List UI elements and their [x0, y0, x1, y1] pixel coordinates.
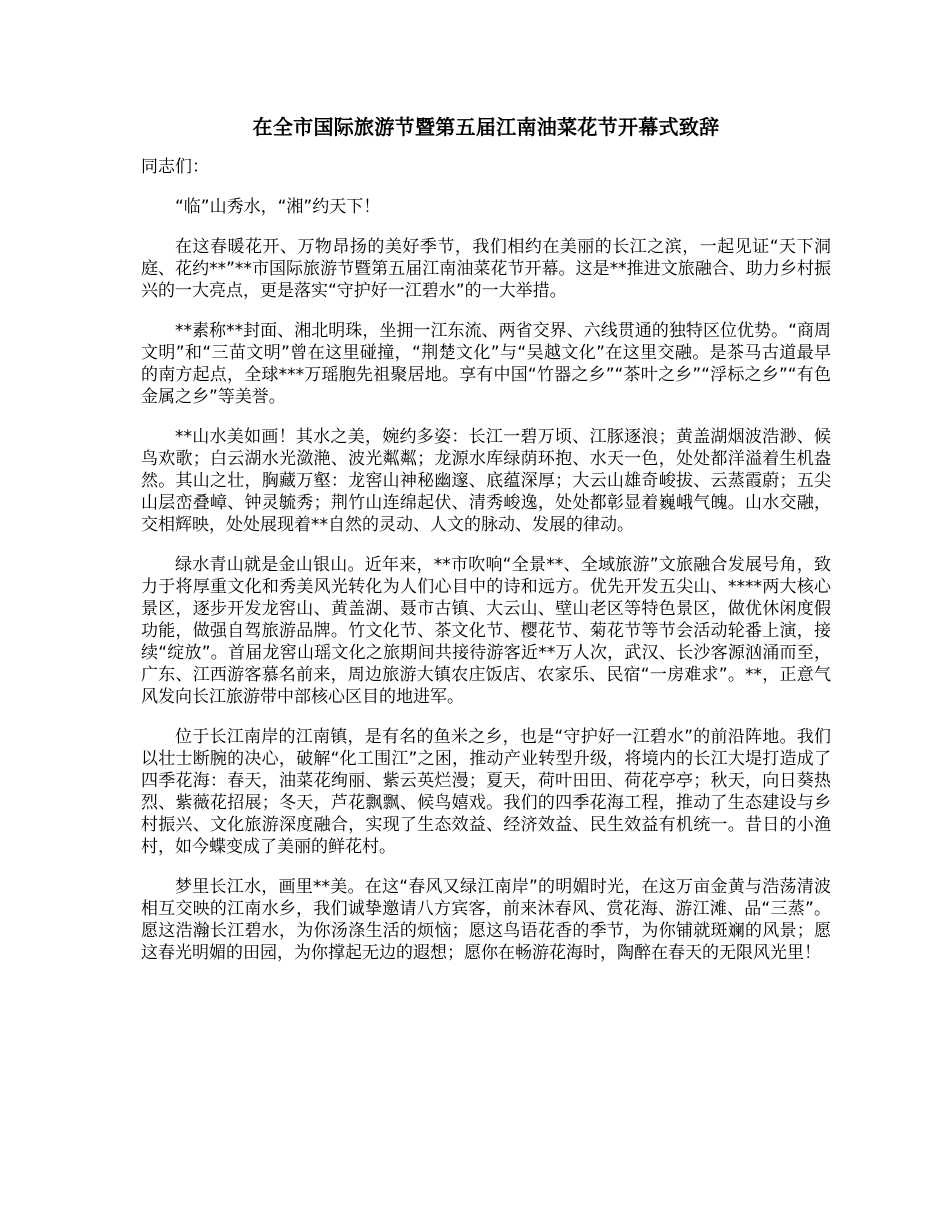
salutation: 同志们： [141, 157, 209, 177]
paragraph-invitation: 梦里长江水，画里**美。在这“春风又绿江南岸”的明媚时光，在这万亩金黄与浩荡清波相互交映的江南水乡，我们诚挚邀请八方宾客，前来沐春风、赏花海、游江滩、品“三蒸”。愿这浩瀚长江碧水，为你汤涤生活的烦恼；愿这鸟语花香的季节，为你铺就斑斓的风景；愿这春光明媚的田园，为你撑起无边的遐想；愿你在畅游花海时，陶醉在春天的无限风光里！ [141, 877, 831, 963]
paragraph-tourism-development: 绿水青山就是金山银山。近年来，**市吹响“全景**、全域旅游”文旅融合发展号角，致力于将厚重文化和秀美风光转化为人们心目中的诗和远方。优先开发五尖山、****两大核心景区，逐步开发龙窖山、黄盖湖、聂市古镇、大云山、壁山老区等特色景区，做优休闲度假功能，做强自驾旅游品牌。竹文化节、茶文化节、樱花节、菊花节等节会活动轮番上演，接续“绽放”。首届龙窖山瑶文化之旅期间共接待游客近**万人次，武汉、长沙客源汹涌而至，广东、江西游客慕名前来，周边旅游大镇农庄饭店、农家乐、民宿“一房难求”。**，正意气风发向长江旅游带中部核心区目的地进军。 [141, 555, 831, 707]
paragraph-landscape: **山水美如画！其水之美，婉约多姿：长江一碧万顷、江豚逐浪；黄盖湖烟波浩渺、候鸟欢歌；白云湖水光潋滟、波光粼粼；龙源水库绿荫环抱、水天一色，处处都洋溢着生机盎然。其山之壮，胸藏万壑：龙窖山神秘幽邃、底蕴深厚；大云山雄奇峻拔、云蒸霞蔚；五尖山层峦叠嶂、钟灵毓秀；荆竹山连绵起伏、清秀峻逸，处处都彰显着巍峨气魄。山水交融，交相辉映，处处展现着**自然的灵动、人文的脉动、发展的律动。 [141, 427, 831, 535]
document-page [141, 112, 831, 964]
paragraph-location-history: **素称**封面、湘北明珠，坐拥一江东流、两省交界、六线贯通的独特区位优势。“商周文明”和“三苗文明”曾在这里碰撞，“荆楚文化”与“吴越文化”在这里交融。是茶马古道最早的南方起点，全球***万瑶胞先祖聚居地。享有中国“竹器之乡”“茶叶之乡”“浮标之乡”“有色金属之乡”等美誉。 [141, 321, 831, 407]
paragraph-jiangnan-town: 位于长江南岸的江南镇，是有名的鱼米之乡，也是“守护好一江碧水”的前沿阵地。我们以壮士断腕的决心，破解“化工围江”之困，推动产业转型升级，将境内的长江大堤打造成了四季花海：春天，油菜花绚丽、紫云英烂漫；夏天，荷叶田田、荷花亭亭；秋天，向日葵热烈、紫薇花招展；冬天，芦花飘飘、候鸟嬉戏。我们的四季花海工程，推动了生态建设与乡村振兴、文化旅游深度融合，实现了生态效益、经济效益、民生效益有机统一。昔日的小渔村，如今蝶变成了美丽的鲜花村。 [141, 727, 831, 857]
paragraph-festival-intro: 在这春暖花开、万物昂扬的美好季节，我们相约在美丽的长江之滨，一起见证“天下洞庭、花约**”**市国际旅游节暨第五届江南油菜花节开幕。这是**推进文旅融合、助力乡村振兴的一大亮点，更是落实“守护好一江碧水”的一大举措。 [141, 237, 831, 301]
paragraph-opening-slogan: “临”山秀水，“湘”约天下！ [175, 197, 381, 217]
document-title: 在全市国际旅游节暨第五届江南油菜花节开幕式致辞 [252, 115, 720, 139]
